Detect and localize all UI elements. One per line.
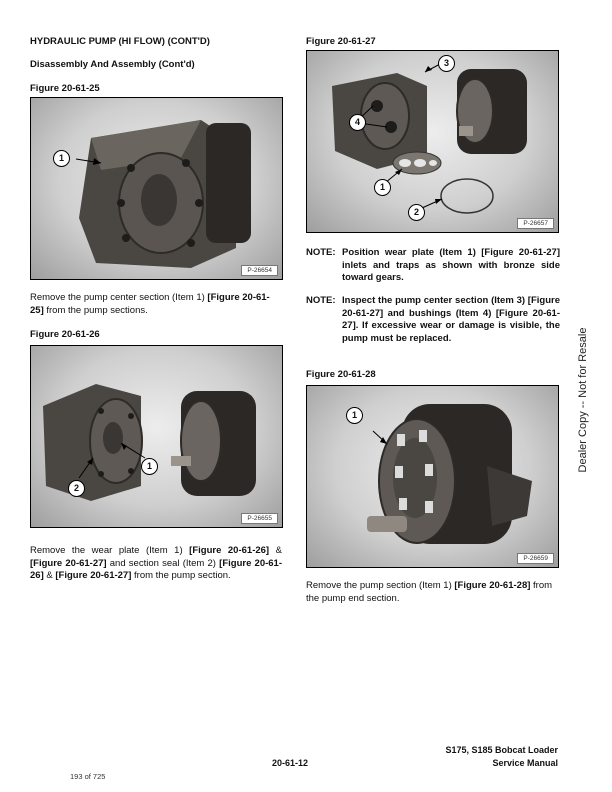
callout-28-1: 1 xyxy=(346,407,363,424)
note-label: NOTE: xyxy=(306,295,336,306)
note-1 xyxy=(306,247,560,287)
footer-model: S175, S185 Bobcat Loader xyxy=(445,745,558,755)
note-label: NOTE: xyxy=(306,247,336,258)
dealer-copy-watermark: Dealer Copy -- Not for Resale xyxy=(577,327,589,473)
callout-26-2: 2 xyxy=(68,480,85,497)
pump-section-illustration xyxy=(307,386,558,567)
paragraph-2: Remove the wear plate (Item 1) [Figure 20-61-26] & [Figure 20-61-27] and section seal (Item 2) [Figure 20-61-26] & [Figure 20-61-27] from the pump section. xyxy=(30,545,282,581)
page-reference: 20-61-12 xyxy=(272,758,309,768)
pump-center-section-illustration xyxy=(31,98,282,279)
figure-photo-25 xyxy=(30,97,283,280)
callout-27-4: 4 xyxy=(349,114,366,131)
note-text: Inspect the pump center section (Item 3) [Figure 20-61-27] and bushings (Item 4) [Figure 20-61-27]. If excessive wear or damage is visible, the pump must be replaced. xyxy=(342,295,560,344)
pump-components-illustration xyxy=(307,51,558,232)
figure-label-27: Figure 20-61-27 xyxy=(306,36,376,47)
figure-label-25: Figure 20-61-25 xyxy=(30,83,100,94)
callout-27-3: 3 xyxy=(438,55,455,72)
callout-25-1: 1 xyxy=(53,150,70,167)
wear-plate-and-seal-illustration xyxy=(31,346,282,527)
note-2 xyxy=(306,295,560,357)
paragraph-3: Remove the pump section (Item 1) [Figure 20-61-28] from the pump end section. xyxy=(306,580,553,604)
figure-label-28: Figure 20-61-28 xyxy=(306,369,376,380)
page-count: 193 of 725 xyxy=(70,772,106,781)
photo-id-27: P-26657 xyxy=(517,218,554,229)
note-text: Position wear plate (Item 1) [Figure 20-61-27] inlets and traps as shown with bronze side toward gears. xyxy=(342,247,560,283)
figure-label-26: Figure 20-61-26 xyxy=(30,329,100,340)
callout-27-2: 2 xyxy=(408,204,425,221)
callout-27-1: 1 xyxy=(374,179,391,196)
photo-id-26: P-26655 xyxy=(241,513,278,524)
callout-26-1: 1 xyxy=(141,458,158,475)
section-subtitle: Disassembly And Assembly (Cont'd) xyxy=(30,59,195,70)
paragraph-1: Remove the pump center section (Item 1) [Figure 20-61-25] from the pump sections. xyxy=(30,292,270,316)
footer-manual: Service Manual xyxy=(492,758,558,768)
section-title: HYDRAULIC PUMP (HI FLOW) (CONT'D) xyxy=(30,36,210,47)
figure-photo-28 xyxy=(306,385,559,568)
figure-photo-26 xyxy=(30,345,283,528)
figure-photo-27 xyxy=(306,50,559,233)
photo-id-25: P-26654 xyxy=(241,265,278,276)
photo-id-28: P-26659 xyxy=(517,553,554,564)
